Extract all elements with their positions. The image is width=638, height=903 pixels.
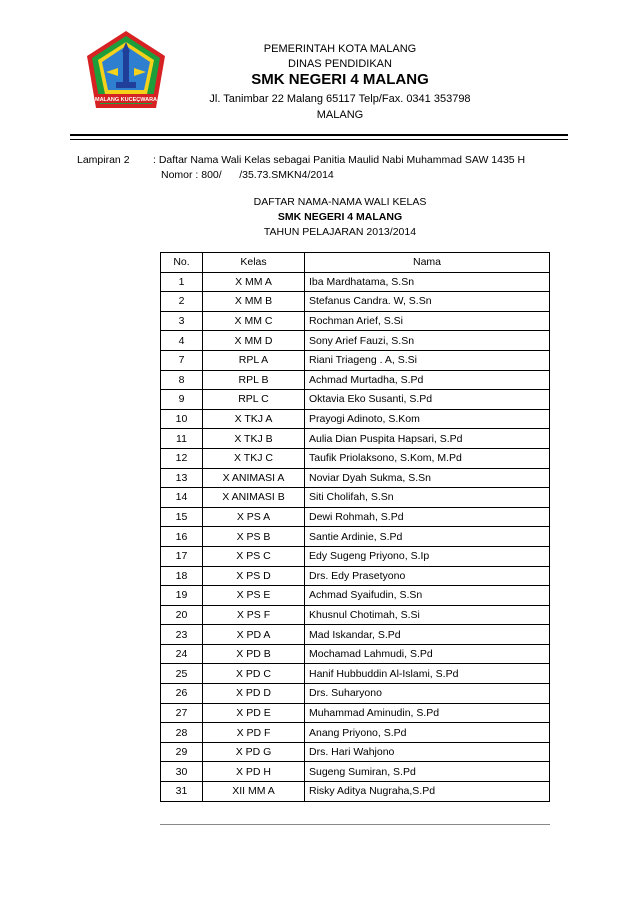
cell-nama: Oktavia Eko Susanti, S.Pd: [305, 390, 550, 410]
cell-nama: Iba Mardhatama, S.Sn: [305, 272, 550, 292]
header-department: DINAS PENDIDIKAN: [288, 58, 392, 70]
cell-nama: Noviar Dyah Sukma, S.Sn: [305, 468, 550, 488]
cell-nama: Edy Sugeng Priyono, S.Ip: [305, 546, 550, 566]
cell-kelas: X PD E: [203, 703, 305, 723]
table-row: [161, 703, 550, 723]
header-address: Jl. Tanimbar 22 Malang 65117 Telp/Fax. 0341 353798: [209, 93, 471, 105]
cell-nama: Rochman Arief, S.Si: [305, 311, 550, 331]
cell-nama: Drs. Hari Wahjono: [305, 742, 550, 762]
document-title: DAFTAR NAMA-NAMA WALI KELAS: [253, 196, 427, 208]
homeroom-teacher-table: [160, 252, 550, 802]
table-row: [161, 664, 550, 684]
cell-no: 13: [161, 468, 203, 488]
cell-kelas: X PD C: [203, 664, 305, 684]
table-row: [161, 782, 550, 802]
lampiran-nomor: Nomor : 800/ /35.73.SMKN4/2014: [161, 169, 334, 181]
cell-no: 17: [161, 546, 203, 566]
cell-kelas: X PD B: [203, 644, 305, 664]
table-row: [161, 723, 550, 743]
table-row: [161, 644, 550, 664]
cell-no: 3: [161, 311, 203, 331]
cell-no: 26: [161, 684, 203, 704]
lampiran-label: Lampiran 2: [77, 154, 130, 166]
cell-kelas: X ANIMASI A: [203, 468, 305, 488]
cell-kelas: X PS F: [203, 605, 305, 625]
table-row: [161, 762, 550, 782]
document-subtitle-school: SMK NEGERI 4 MALANG: [277, 211, 403, 223]
cell-nama: Stefanus Candra. W, S.Sn: [305, 292, 550, 312]
column-header-no: No.: [161, 253, 203, 273]
table-row: [161, 350, 550, 370]
cell-kelas: X PS B: [203, 527, 305, 547]
cell-nama: Siti Cholifah, S.Sn: [305, 488, 550, 508]
cell-kelas: X PD F: [203, 723, 305, 743]
cell-kelas: X PD H: [203, 762, 305, 782]
cell-no: 7: [161, 350, 203, 370]
cell-nama: Santie Ardinie, S.Pd: [305, 527, 550, 547]
cell-kelas: X MM B: [203, 292, 305, 312]
cell-nama: Aulia Dian Puspita Hapsari, S.Pd: [305, 429, 550, 449]
cell-no: 2: [161, 292, 203, 312]
table-row: [161, 527, 550, 547]
header-school-name: SMK NEGERI 4 MALANG: [251, 71, 429, 88]
table-row: [161, 586, 550, 606]
table-row: [161, 488, 550, 508]
cell-kelas: X PD G: [203, 742, 305, 762]
cell-no: 11: [161, 429, 203, 449]
cell-nama: Achmad Murtadha, S.Pd: [305, 370, 550, 390]
cell-no: 27: [161, 703, 203, 723]
cell-nama: Sony Arief Fauzi, S.Sn: [305, 331, 550, 351]
cell-no: 19: [161, 586, 203, 606]
letterhead-rule-thin: [70, 139, 568, 140]
table-row: [161, 331, 550, 351]
table-row: [161, 448, 550, 468]
cell-no: 10: [161, 409, 203, 429]
cell-no: 9: [161, 390, 203, 410]
table-row: [161, 272, 550, 292]
cell-no: 15: [161, 507, 203, 527]
document-subtitle-year: TAHUN PELAJARAN 2013/2014: [263, 226, 417, 238]
cell-nama: Sugeng Sumiran, S.Pd: [305, 762, 550, 782]
cell-no: 1: [161, 272, 203, 292]
cell-no: 16: [161, 527, 203, 547]
cell-nama: Achmad Syaifudin, S.Sn: [305, 586, 550, 606]
cell-nama: Prayogi Adinoto, S.Kom: [305, 409, 550, 429]
cell-nama: Mochamad Lahmudi, S.Pd: [305, 644, 550, 664]
cell-kelas: X PS C: [203, 546, 305, 566]
cell-nama: Drs. Suharyono: [305, 684, 550, 704]
cell-kelas: X PS D: [203, 566, 305, 586]
table-row: [161, 292, 550, 312]
cell-kelas: X PD A: [203, 625, 305, 645]
cell-no: 30: [161, 762, 203, 782]
cell-nama: Anang Priyono, S.Pd: [305, 723, 550, 743]
cell-kelas: RPL B: [203, 370, 305, 390]
cell-nama: Khusnul Chotimah, S.Si: [305, 605, 550, 625]
header-city: MALANG: [316, 109, 364, 121]
table-row: [161, 566, 550, 586]
table-row: [161, 311, 550, 331]
cell-nama: Hanif Hubbuddin Al-Islami, S.Pd: [305, 664, 550, 684]
cell-no: 28: [161, 723, 203, 743]
cell-kelas: RPL C: [203, 390, 305, 410]
cell-kelas: X PD D: [203, 684, 305, 704]
table-row: [161, 468, 550, 488]
cell-kelas: X MM D: [203, 331, 305, 351]
header-government: PEMERINTAH KOTA MALANG: [263, 43, 417, 55]
cell-kelas: RPL A: [203, 350, 305, 370]
cell-nama: Risky Aditya Nugraha,S.Pd: [305, 782, 550, 802]
cell-kelas: X TKJ C: [203, 448, 305, 468]
table-row: [161, 507, 550, 527]
table-header-row: [161, 253, 550, 273]
table-row: [161, 546, 550, 566]
cell-no: 23: [161, 625, 203, 645]
cell-kelas: X PS A: [203, 507, 305, 527]
cell-no: 4: [161, 331, 203, 351]
cell-nama: Drs. Edy Prasetyono: [305, 566, 550, 586]
column-header-kelas: Kelas: [203, 253, 305, 273]
table-row: [161, 742, 550, 762]
table-row: [161, 370, 550, 390]
cell-kelas: X ANIMASI B: [203, 488, 305, 508]
table-row: [161, 605, 550, 625]
table-row: [161, 625, 550, 645]
cell-kelas: X TKJ B: [203, 429, 305, 449]
table-row: [161, 429, 550, 449]
column-header-nama: Nama: [305, 253, 550, 273]
cell-no: 24: [161, 644, 203, 664]
cell-kelas: X TKJ A: [203, 409, 305, 429]
footer-line: [160, 824, 550, 825]
cell-nama: Muhammad Aminudin, S.Pd: [305, 703, 550, 723]
cell-kelas: X MM A: [203, 272, 305, 292]
table-row: [161, 684, 550, 704]
cell-kelas: X PS E: [203, 586, 305, 606]
table-row: [161, 390, 550, 410]
cell-no: 8: [161, 370, 203, 390]
cell-kelas: XII MM A: [203, 782, 305, 802]
logo-motto: MALANG KUCEÇWARA: [94, 97, 158, 103]
cell-no: 25: [161, 664, 203, 684]
cell-nama: Taufik Priolaksono, S.Kom, M.Pd: [305, 448, 550, 468]
cell-nama: Mad Iskandar, S.Pd: [305, 625, 550, 645]
letterhead-rule-thick: [70, 134, 568, 136]
cell-kelas: X MM C: [203, 311, 305, 331]
cell-no: 18: [161, 566, 203, 586]
cell-no: 31: [161, 782, 203, 802]
cell-nama: Dewi Rohmah, S.Pd: [305, 507, 550, 527]
lampiran-description: : Daftar Nama Wali Kelas sebagai Panitia Maulid Nabi Muhammad SAW 1435 H: [153, 154, 526, 166]
cell-no: 20: [161, 605, 203, 625]
cell-nama: Riani Triageng . A, S.Si: [305, 350, 550, 370]
cell-no: 14: [161, 488, 203, 508]
cell-no: 29: [161, 742, 203, 762]
cell-no: 12: [161, 448, 203, 468]
table-row: [161, 409, 550, 429]
